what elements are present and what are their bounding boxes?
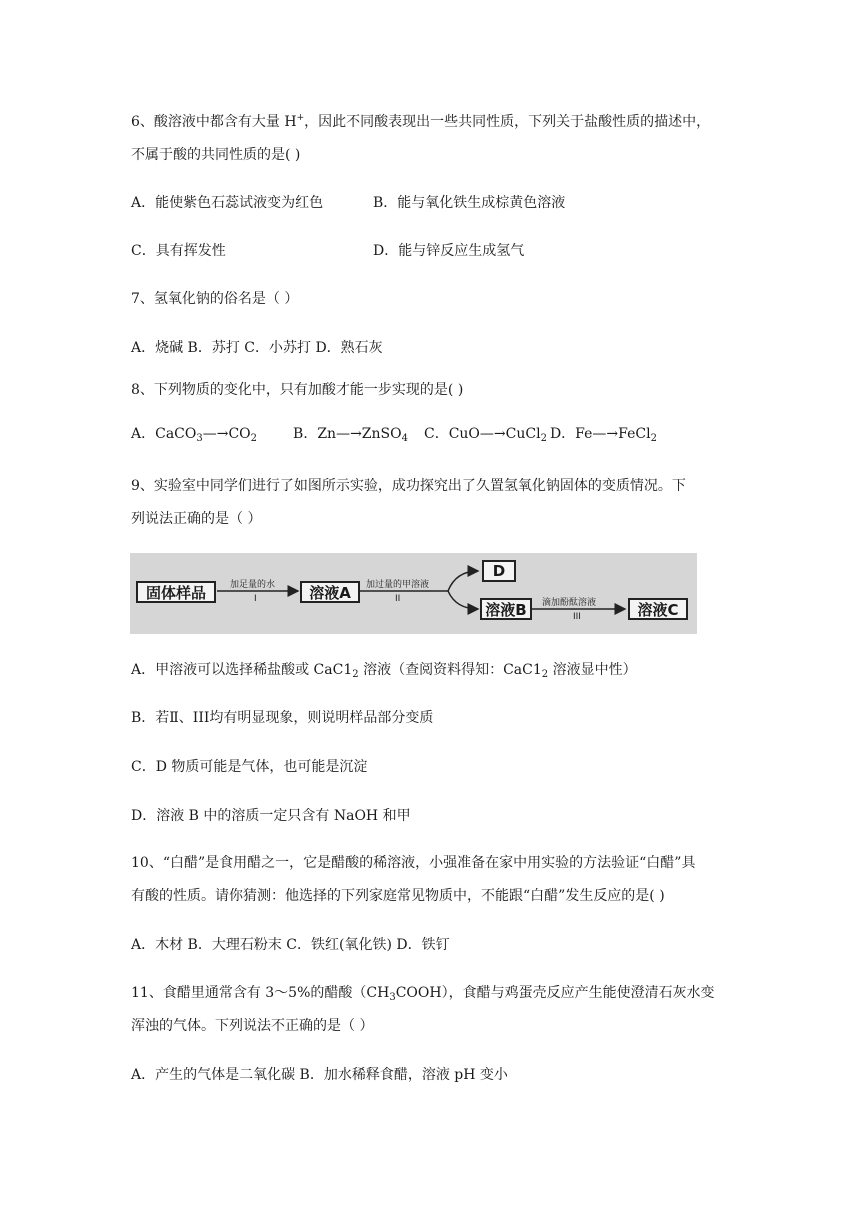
arrow-3-label: 滴加酚酞溶液 — [542, 598, 597, 608]
q9-option-c: C．D 物质可能是气体，也可能是沉淀 — [131, 759, 368, 775]
arrow-3-step: III — [573, 612, 581, 622]
q11-stem-line2: 浑浊的气体。下列说法不正确的是（ ） — [131, 1018, 374, 1034]
q10-options: A．木材 B．大理石粉末 C．铁红(氧化铁) D．铁钉 — [131, 937, 450, 953]
arrow-2-branch-down — [448, 591, 478, 609]
q6-option-a: A．能使紫色石蕊试液变为红色 — [131, 195, 324, 211]
q8-option-a: A．$CaCO_3—\to CO_2$ — [131, 426, 258, 444]
q8-option-c: C．CuO—→CuCl$_2$ — [423, 426, 547, 444]
q6-option-b: B．能与氧化铁生成棕黄色溶液 — [373, 195, 566, 211]
q8-options — [131, 424, 657, 444]
q8-stem: 8、下列物质的变化中，只有加酸才能一步实现的是( ) — [131, 382, 464, 398]
box-solution-c: 溶液C — [628, 598, 688, 620]
box-solution-b: 溶液B — [480, 598, 532, 620]
q9-option-b: B．若Ⅱ、III均有明显现象，则说明样品部分变质 — [131, 710, 434, 726]
q6-stem-line2: 不属于酸的共同性质的是( ) — [131, 147, 301, 163]
arrow-2-branch-up — [448, 571, 478, 591]
box-solution-a: 溶液A — [300, 581, 360, 603]
q9-stem-line2: 列说法正确的是（ ） — [131, 511, 262, 527]
q10-stem-line1: 10、“白醋”是食用醋之一，它是醋酸的稀溶液，小强准备在家中用实验的方法验证“白醋”具 — [131, 855, 696, 871]
q9-flow-diagram — [130, 553, 697, 634]
box-solid-sample: 固体样品 — [136, 581, 216, 603]
arrow-1-step: I — [254, 594, 257, 604]
q9-stem-line1: 9、实验室中同学们进行了如图所示实验，成功探究出了久置氢氧化钠固体的变质情况。下 — [131, 478, 686, 494]
q9-option-d: D．溶液 B 中的溶质一定只含有 NaOH 和甲 — [131, 808, 411, 824]
q11-stem-line1: 11、食醋里通常含有 3～5%的醋酸$(CH_3COOH)$，食醋与鸡蛋壳反应产生能使澄清石灰水变 — [131, 985, 715, 1003]
q11-options: A．产生的气体是二氧化碳 B．加水稀释食醋，溶液 pH 变小 — [131, 1067, 508, 1083]
q8-option-b: B．Zn—→ZnSO$_4$ — [293, 426, 408, 444]
q8-option-d: D．Fe—→FeCl$_2$ — [549, 426, 657, 444]
q6-option-c: C．具有挥发性 — [131, 243, 226, 259]
q7-stem: 7、氢氧化钠的俗名是（ ） — [131, 291, 299, 307]
q9-option-a: A．甲溶液可以选择稀盐酸或 $CaC1_2$ 溶液（查阅资料得知：$CaC1_2$ 溶液显中性） — [131, 662, 637, 680]
box-d: D — [482, 560, 516, 582]
q6-option-d: D．能与锌反应生成氢气 — [373, 243, 525, 259]
arrow-1-label: 加足量的水 — [230, 580, 276, 590]
q6-stem-line1: 6、酸溶液中都含有大量 H+，因此不同酸表现出一些共同性质，下列关于盐酸性质的描述中， — [131, 113, 711, 130]
q10-stem-line2: 有酸的性质。请你猜测：他选择的下列家庭常见物质中，不能跟“白醋”发生反应的是( ) — [131, 888, 665, 904]
arrow-2-label: 加过量的甲溶液 — [366, 580, 430, 590]
q7-options: A．烧碱 B．苏打 C．小苏打 D．熟石灰 — [131, 340, 383, 356]
arrow-2-step: II — [395, 594, 401, 604]
